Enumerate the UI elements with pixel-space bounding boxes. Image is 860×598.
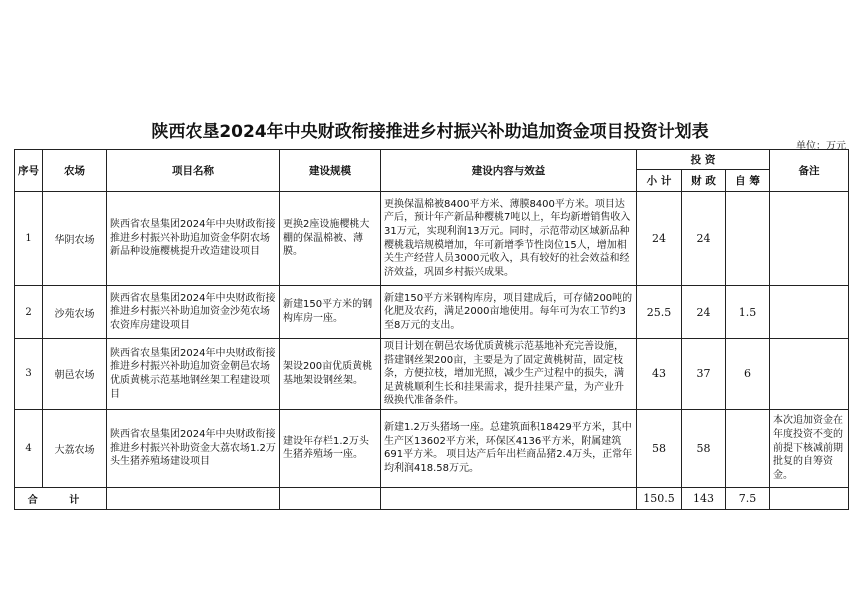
header-row <box>15 150 849 170</box>
total-selfraised: 7.5 <box>726 487 770 509</box>
row-scale: 架设200亩优质黄桃基地架设钢丝架。 <box>280 339 381 410</box>
row-project: 陕西省农垦集团2024年中央财政衔接推进乡村振兴补助资金大荔农场1.2万头生猪养殖场建设项目 <box>107 409 280 487</box>
row-selfraised <box>726 192 770 286</box>
row-content: 新建150平方米钢构库房，项目建成后，可存储200吨的化肥及农药，满足2000亩地使用。每年可为农工节约3至8万元的支出。 <box>381 286 637 339</box>
row-subtotal: 24 <box>637 192 682 286</box>
header-scale: 建设规模 <box>280 150 381 192</box>
table-row <box>15 192 849 286</box>
row-farm: 朝邑农场 <box>43 339 107 410</box>
total-row <box>15 487 849 509</box>
total-fiscal: 143 <box>682 487 726 509</box>
header-fiscal: 财 政 <box>682 170 726 192</box>
row-remark <box>770 339 849 410</box>
table-row <box>15 286 849 339</box>
row-scale: 更换2座设施樱桃大棚的保温棉被、薄膜。 <box>280 192 381 286</box>
header-content: 建设内容与效益 <box>381 150 637 192</box>
row-content: 项目计划在朝邑农场优质黄桃示范基地补充完善设施，搭建钢丝架200亩，主要是为了固定黄桃树苗，固定枝条，方便拉枝，增加光照，减少生产过程中的损失，满足黄桃顺利生长和挂果需求，提升挂果产量，为产业升级换代准备条件。 <box>381 339 637 410</box>
header-seq: 序号 <box>15 150 43 192</box>
row-seq: 3 <box>15 339 43 410</box>
header-selfraised: 自 筹 <box>726 170 770 192</box>
row-project: 陕西省农垦集团2024年中央财政衔接推进乡村振兴补助追加资金华阴农场新品种设施樱桃提升改造建设项目 <box>107 192 280 286</box>
total-subtotal: 150.5 <box>637 487 682 509</box>
row-scale: 新建150平方米的钢构库房一座。 <box>280 286 381 339</box>
total-label: 合 计 <box>15 487 107 509</box>
row-fiscal: 58 <box>682 409 726 487</box>
row-fiscal: 24 <box>682 192 726 286</box>
unit-label: 单位：万元 <box>796 141 846 152</box>
row-seq: 4 <box>15 409 43 487</box>
row-content: 新建1.2万头猪场一座。总建筑面积18429平方米，其中生产区13602平方米，环保区4136平方米，附属建筑691平方米。 项目达产后年出栏商品猪2.4万头，正常年均利润418.58万元。 <box>381 409 637 487</box>
row-subtotal: 43 <box>637 339 682 410</box>
row-selfraised <box>726 409 770 487</box>
row-farm: 大荔农场 <box>43 409 107 487</box>
row-selfraised: 1.5 <box>726 286 770 339</box>
row-subtotal: 25.5 <box>637 286 682 339</box>
row-seq: 2 <box>15 286 43 339</box>
page-title: 陕西农垦2024年中央财政衔接推进乡村振兴补助追加资金项目投资计划表 <box>151 122 709 142</box>
row-seq: 1 <box>15 192 43 286</box>
row-subtotal: 58 <box>637 409 682 487</box>
total-empty-scale <box>280 487 381 509</box>
row-selfraised: 6 <box>726 339 770 410</box>
total-empty-content <box>381 487 637 509</box>
header-subtotal: 小 计 <box>637 170 682 192</box>
row-farm: 沙苑农场 <box>43 286 107 339</box>
row-project: 陕西省农垦集团2024年中央财政衔接推进乡村振兴补助追加资金沙苑农场农资库房建设项目 <box>107 286 280 339</box>
row-remark <box>770 286 849 339</box>
header-remark: 备注 <box>770 150 849 192</box>
table-row <box>15 339 849 410</box>
total-empty-remark <box>770 487 849 509</box>
row-content: 更换保温棉被8400平方米、薄膜8400平方米。项目达产后，预计年产新品种樱桃7吨以上，年均新增销售收入31万元，实现利润13万元。同时，示范带动区域新品种樱桃栽培规模增加，年可新增季节性岗位15人，增加相关生产经营人员3000元收入，具有较好的社会效益和经济效益，巩固乡村振兴成果。 <box>381 192 637 286</box>
row-project: 陕西省农垦集团2024年中央财政衔接推进乡村振兴补助追加资金朝邑农场优质黄桃示范基地钢丝架工程建设项目 <box>107 339 280 410</box>
row-fiscal: 24 <box>682 286 726 339</box>
row-scale: 建设年存栏1.2万头生猪养殖场一座。 <box>280 409 381 487</box>
row-remark: 本次追加资金在年度投资不变的前提下核减前期批复的自筹资金。 <box>770 409 849 487</box>
row-fiscal: 37 <box>682 339 726 410</box>
table-row <box>15 409 849 487</box>
row-farm: 华阴农场 <box>43 192 107 286</box>
header-invest: 投 资 <box>637 150 770 170</box>
header-farm: 农场 <box>43 150 107 192</box>
header-project: 项目名称 <box>107 150 280 192</box>
total-empty-project <box>107 487 280 509</box>
investment-table <box>14 149 849 510</box>
row-remark <box>770 192 849 286</box>
